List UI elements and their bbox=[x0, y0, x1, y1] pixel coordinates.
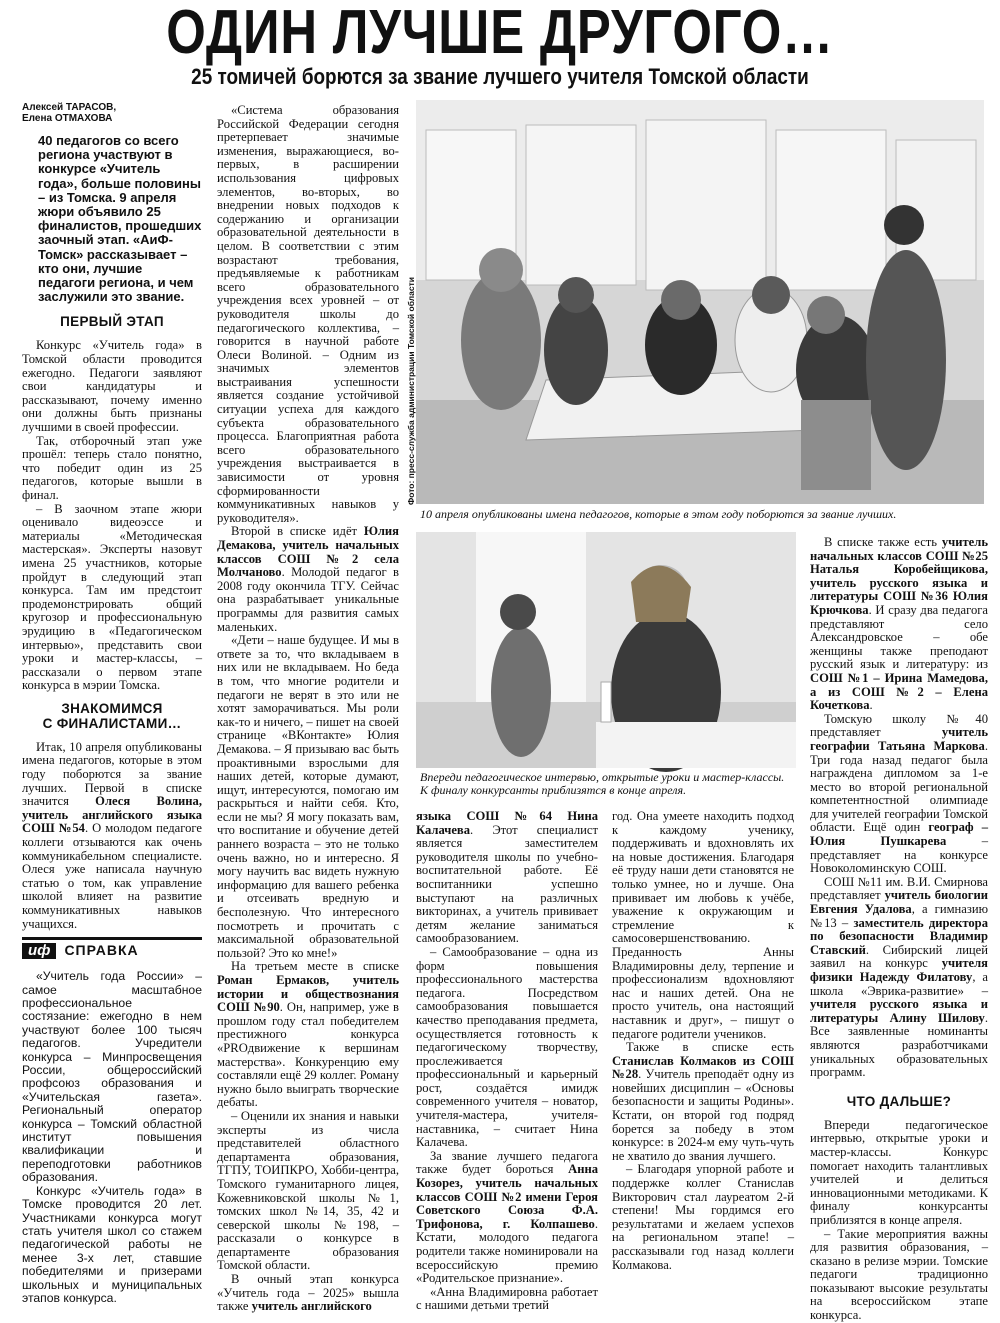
paragraph: «Система образования Российской Федерации сегодня претерпевает значимые изменения, выражающиеся, во-первых, в расширении использования цифровых элементов, во-вторых, во внедрении новых подходов к содержанию и организации образовательной деятельности в целом. В соответствии с этим возрастают требования, предъявляемые к работникам всего образовательного учреждения всех уровней – от руководителя школы до педагогического коллектива, – говорится в научной работе Олеси Волиной. – Одним из значимых элементов выстраивания успешности является создание устойчивой ситуации успеха для каждого субъекта образовательного процесса. Благоприятная работа всего образовательного учреждения выстраивается в зависимости от уровня сформированности коммуникативных навыков у руководителя». bbox=[217, 103, 399, 525]
text-run: В списке также есть bbox=[824, 535, 942, 549]
paragraph: «Дети – наше будущее. И мы в ответе за то, что вкладываем в них или не вкладываем. Но беда в том, что многие родители и педагоги не верят в это или не хотят заморачиваться. Мы роли как-то и ничего, – пишет на своей странице «ВКонтакте» Юлия Демакова. – Я призываю вас быть проактивными взрослыми для наших детей, которые думают, ищут, интересуются, помогаю им раскрыться и найти себя. Кто, если не мы? Я могу показать вам, что воспитание и обучение детей раннего возраста – это не только очень важно, но и интересно. Я могу научить вас видеть нужную информацию для вашего ребенка и отсеивать вредную и бесполезную. Что интересного посмотреть и прочитать с максимальной образовательной пользой? Это ко мне!» bbox=[217, 633, 399, 960]
text-run: . Молодой педагог в 2008 году окончила ТГУ. Сейчас она разрабатывает уникальные программы для развития самых маленьких. bbox=[217, 565, 399, 634]
bold-name: учитель биологии Евгения Удалова bbox=[810, 888, 988, 917]
text-run: В очный этап конкурса «Учитель года – 2025» вышла также bbox=[217, 1272, 399, 1314]
photo-pedagogical-interview bbox=[416, 532, 796, 768]
text-run: – представляет на конкурсе Новоколоминскую СОШ. bbox=[810, 834, 988, 876]
section-title-line: С ФИНАЛИСТАМИ… bbox=[42, 715, 182, 731]
section-title-finalists bbox=[22, 701, 202, 731]
column-3 bbox=[416, 809, 598, 1313]
text-run: СОШ №11 им. В.И. Смирнова представляет bbox=[810, 874, 988, 903]
paragraph bbox=[416, 810, 598, 946]
paragraph: год. Она умеете находить подход к каждому ученику, поддерживать и вдохновлять их на новые достижения. Благодаря её труду наши дети становятся не только умнее, но и лучше. Она прививает им любовь к учёбе, уважение к окружающим и стремление к самосовершенствованию. Преданность Анны Владимировны делу, терпение и профессионализм вдохновляют нас и наших детей. Она не просто учитель, она настоящий наставник и друг», – пишут о педагоге родители учеников. bbox=[612, 809, 794, 1041]
paragraph bbox=[217, 1273, 399, 1314]
bold-name: заместитель директора по безопасности Владимир Ставский bbox=[810, 915, 988, 957]
lead-paragraph: 40 педагогов со всего региона участвуют в конкурсе «Учитель года», больше половины – из Томска. 9 апреля жюри объявило 25 финалистов, прошедших заочный этап. «АиФ-Томск» рассказывает – кто они, лучшие педагоги региона, и чем заслужили это звание. bbox=[38, 133, 202, 305]
column-1 bbox=[22, 102, 202, 1305]
bold-name: Анна Козорез, учитель начальных классов СОШ №2 имени Героя Советского Союза Ф.А. Трифонова, г. Колпашево bbox=[416, 1162, 598, 1231]
section-title-first-stage: ПЕРВЫЙ ЭТАП bbox=[60, 314, 164, 330]
aif-logo: иф bbox=[22, 943, 56, 959]
paragraph: – Оценили их знания и навыки эксперты из числа представителей областного департамента образования, ТГПУ, ТОИПКРО, Хобби-центра, Томского гуманитарного лицея, Кожевниковской школы №1, томских школ №14, 35, 42 и северской школы №198, – рассказали о конкурсе в департаменте образования Томской области. bbox=[217, 1108, 399, 1273]
photo-teachers-table-image bbox=[416, 100, 984, 504]
bold-name: учителя физики Надежду Филатову bbox=[810, 956, 988, 984]
bold-name: Олеся Волина, учитель английского языка СОШ №54 bbox=[22, 794, 202, 836]
bold-name: учитель английского bbox=[251, 1299, 372, 1314]
column-2 bbox=[217, 103, 400, 1314]
text-run: . bbox=[869, 698, 873, 713]
bold-name: учителя русского языка и литературы Алину Шилову bbox=[810, 997, 988, 1025]
text-run: . Этот специалист является заместителем руководителя школы по учебно-воспитательной работе. Её воспитанники успешно выступают на различных викторинах, а учитель прививает детям желание заниматься самообразованием. bbox=[416, 822, 598, 946]
headline: ОДИН ЛУЧШЕ ДРУГОГО… bbox=[166, 0, 834, 67]
byline bbox=[22, 102, 202, 124]
section-title-whats-next: ЧТО ДАЛЬШЕ? bbox=[846, 1093, 952, 1109]
paragraph: Так, отборочный этап уже прошёл: теперь стало понятно, что победит один из 25 педагогов, которые вышли в финал. bbox=[22, 433, 202, 502]
paragraph bbox=[810, 713, 988, 876]
paragraph: Конкурс «Учитель года» в Томской области проводится ежегодно. Педагоги заявляют свои кандидатуры и рассказывают, почему именно они должны быть признаны лучшими в своей профессии. bbox=[22, 338, 202, 434]
bold-name: СОШ №1 – Ирина Мамедова, а из СОШ №2 – Елена Кочеткова bbox=[810, 670, 988, 713]
paragraph: – Благодаря упорной работе и поддержке коллег Станислав Викторович стал лауреатом 2-й степени! Мы гордимся его результатами и желаем успехов на региональном этапе! – рассказывали год назад коллеги Колмакова. bbox=[612, 1162, 794, 1272]
text-run: Итак, 10 апреля опубликованы имена педагогов, которые в этом году поборются за звание лучших. Первой в списке значится bbox=[22, 739, 202, 809]
photo-1-caption: 10 апреля опубликованы имена педагогов, которые в этом году поборются за звание лучших. bbox=[420, 507, 897, 521]
paragraph: «Учитель года России» – самое масштабное профессиональное состязание: ежегодно в нем участвуют более 100 тысяч педагогов. Учредители конкурса – Минпросвещения России, общероссийский профсоюз образования и «Учительская газета». Региональный оператор конкурса – Томский областной институт повышения квалификации и переподготовки работников образования. bbox=[22, 969, 202, 1185]
text-run: , а школа «Эврика-развитие» – bbox=[810, 970, 988, 998]
paragraph: – Такие мероприятия важны для развития образования, – сказано в релизе мэрии. Томские педагоги традиционно показывают высокие результаты на всероссийском этапе конкурса. bbox=[810, 1226, 988, 1323]
author-1: Алексей ТАРАСОВ, bbox=[22, 102, 117, 113]
text-run: , а гимназию №13 – bbox=[810, 902, 988, 930]
subheadline: 25 томичей борются за звание лучшего учителя Томской области bbox=[191, 64, 809, 89]
bold-name: языка СОШ №64 Нина Калачева bbox=[416, 809, 598, 837]
text-run: . Сибирский лицей заявил на конкурс bbox=[810, 942, 988, 971]
text-run: . Все заявленные номинанты являются разработчиками уникальных образовательных программ. bbox=[810, 1010, 988, 1080]
paragraph bbox=[217, 960, 399, 1110]
info-sidebar-title: СПРАВКА bbox=[64, 942, 139, 959]
paragraph: – Самообразование – одна из форм повышения профессионального мастерства педагога. Посредством самообразования повышается качество преподавания предмета, осуществляется готовность к педагогическому творчеству, прослеживается профессиональный и карьерный рост, создаётся имидж современного учителя – новатор, учителя-мастера, учителя-наставника, – считает Нина Калачева. bbox=[416, 944, 598, 1150]
text-run: Томскую школу №40 представляет bbox=[810, 711, 988, 740]
paragraph bbox=[22, 741, 202, 931]
author-2: Елена ОТМАХОВА bbox=[22, 113, 113, 124]
paragraph: «Анна Владимировна работает с нашими детьми третий bbox=[416, 1284, 598, 1313]
bold-name: Станислав Колмаков из СОШ №28 bbox=[612, 1053, 794, 1082]
bold-name: Роман Ермаков, учитель истории и обществознания СОШ №90 bbox=[217, 973, 399, 1015]
text-run: . Он, например, уже в прошлом году стал победителем престижного конкурса «PROдвижение к вершинам мастерства». Конкуренцию ему составляли ещё 29 коллег. Роману нужно было выиграть творческие дебаты. bbox=[217, 1000, 400, 1110]
paragraph bbox=[810, 876, 988, 1080]
text-run: За звание лучшего педагога также будет бороться bbox=[416, 1148, 598, 1177]
info-sidebar-body bbox=[22, 970, 202, 1305]
paragraph: Конкурс «Учитель года» в Томске проводится 20 лет. Участниками конкурса могут стать учителя школ со стажем педагогической работы не менее 3-х лет, ставшие победителями и призерами школьных и муниципальных этапов конкурса. bbox=[22, 1183, 202, 1305]
paragraph: Впереди педагогическое интервью, открытые уроки и мастер-классы. Конкурс помогает находить талантливых учителей и делиться инновационными методиками. К финалу конкурсанты приблизятся в конце апреля. bbox=[810, 1117, 988, 1227]
column-5 bbox=[810, 535, 988, 1323]
text-run: . Кстати, молодого педагога родители также номинировали на всероссийскую премию «Родительское признание». bbox=[416, 1216, 598, 1286]
info-sidebar-header bbox=[22, 940, 202, 962]
paragraph bbox=[810, 536, 988, 713]
photo-credit: Фото: пресс-служба администрации Томской области bbox=[406, 277, 416, 505]
paragraph bbox=[612, 1041, 794, 1163]
info-sidebar bbox=[22, 937, 202, 1305]
column-4 bbox=[612, 810, 794, 1284]
photo-teachers-table bbox=[416, 100, 984, 504]
paragraph: – В заочном этапе жюри оценивало видеоэссе и материалы «Методическая мастерская». Эксперты назовут имена 25 участников, которые пройдут в следующий этап конкурса. Там им предстоит продемонстрировать общий кругозор и профессиональную эрудицию в «Педагогическом интервью», представить свои уроки и мастер-классы, – рассказали о первом этапе конкурса в мэрии Томска. bbox=[22, 501, 202, 693]
bold-name: Юлия Демакова, учитель начальных классов СОШ №2 села Молчаново bbox=[217, 524, 399, 580]
section-title-line: ЗНАКОМИМСЯ bbox=[61, 700, 163, 716]
text-run: . О молодом педагоге коллеги отзываются как очень коммуникабельном специалисте. Олеся уже написала научную статью о том, как управление школой влияет на развитие коммуникативных навыков учащихся. bbox=[22, 821, 202, 931]
text-run: . Учитель преподаёт одну из новейших дисциплин – «Основы безопасности и защиты Родины». Кстати, он второй год подряд борется за победу в этом конкурсе: в 2024-м ему чуть-чуть не хватило до звания лучшего. bbox=[612, 1067, 795, 1163]
paragraph bbox=[217, 525, 399, 634]
paragraph bbox=[416, 1150, 598, 1286]
photo-pedagogical-interview-image bbox=[416, 532, 796, 768]
text-run: Также в списке есть bbox=[626, 1040, 794, 1055]
text-run: . И сразу два педагога представляют село Александровское – обе женщины также преподают русский язык и литературу: из bbox=[810, 602, 988, 672]
bold-name: учитель начальных классов СОШ №25 Наталья Коробейщикова, учитель русского языка и литературы СОШ №36 Юлия Крючкова bbox=[810, 535, 988, 617]
text-run: Второй в списке идёт bbox=[231, 524, 364, 539]
text-run: . Три года назад педагог была награждена дипломом за 1-е место во второй региональной компетентностной олимпиаде для учителей географии Томской области. Ещё один bbox=[810, 738, 988, 835]
photo-2-caption: Впереди педагогическое интервью, открытые уроки и мастер-классы. К финалу конкурсанты приблизятся в конце апреля. bbox=[420, 770, 785, 798]
bold-name: географ – Юлия Пушкарева bbox=[810, 820, 988, 849]
bold-name: учитель географии Татьяна Маркова bbox=[810, 725, 988, 753]
text-run: На третьем месте в списке bbox=[231, 959, 399, 974]
